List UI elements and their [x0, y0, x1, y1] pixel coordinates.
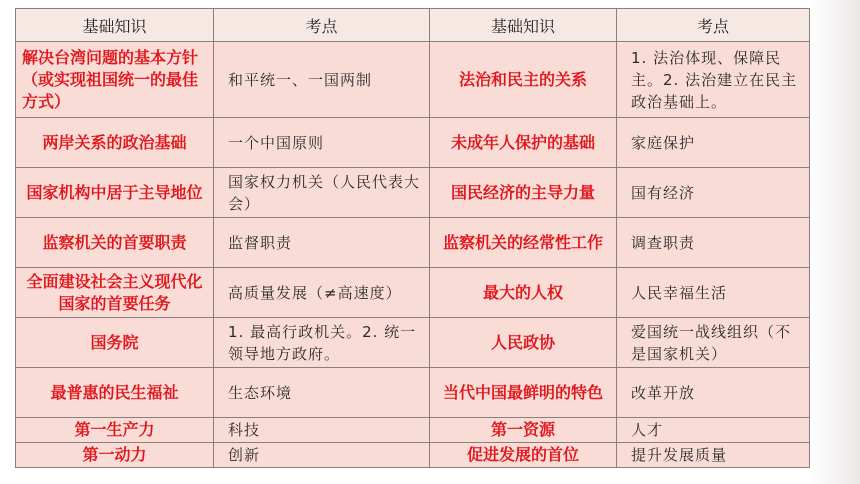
exam-point-cell: 国有经济: [617, 168, 810, 218]
basic-knowledge-cell: 当代中国最鲜明的特色: [430, 368, 617, 418]
knowledge-table: [15, 8, 810, 468]
table-row: [16, 42, 810, 118]
exam-point-cell: 人民幸福生活: [617, 268, 810, 318]
basic-knowledge-cell: 监察机关的经常性工作: [430, 218, 617, 268]
table-row: [16, 268, 810, 318]
basic-knowledge-cell: 两岸关系的政治基础: [16, 118, 214, 168]
header-cell: 考点: [214, 9, 430, 42]
header-cell: 考点: [617, 9, 810, 42]
basic-knowledge-cell: 监察机关的首要职责: [16, 218, 214, 268]
basic-knowledge-cell: 未成年人保护的基础: [430, 118, 617, 168]
basic-knowledge-cell: 全面建设社会主义现代化国家的首要任务: [16, 268, 214, 318]
basic-knowledge-cell: 国民经济的主导力量: [430, 168, 617, 218]
exam-point-cell: 提升发展质量: [617, 443, 810, 468]
exam-point-cell: 生态环境: [214, 368, 430, 418]
basic-knowledge-cell: 国务院: [16, 318, 214, 368]
basic-knowledge-cell: 最普惠的民生福祉: [16, 368, 214, 418]
basic-knowledge-cell: 第一资源: [430, 418, 617, 443]
basic-knowledge-cell: 法治和民主的关系: [430, 42, 617, 118]
basic-knowledge-cell: 第一生产力: [16, 418, 214, 443]
table-header-row: [16, 9, 810, 42]
basic-knowledge-cell: 促进发展的首位: [430, 443, 617, 468]
exam-point-cell: 高质量发展（≠高速度）: [214, 268, 430, 318]
exam-point-cell: 1. 法治体现、保障民主。2. 法治建立在民主政治基础上。: [617, 42, 810, 118]
header-cell: 基础知识: [430, 9, 617, 42]
header-cell: 基础知识: [16, 9, 214, 42]
table-row: [16, 218, 810, 268]
basic-knowledge-cell: 解决台湾问题的基本方针（或实现祖国统一的最佳方式）: [16, 42, 214, 118]
basic-knowledge-cell: 第一动力: [16, 443, 214, 468]
table-row: [16, 443, 810, 468]
table-row: [16, 318, 810, 368]
basic-knowledge-cell: 人民政协: [430, 318, 617, 368]
exam-point-cell: 爱国统一战线组织（不是国家机关）: [617, 318, 810, 368]
exam-point-cell: 改革开放: [617, 368, 810, 418]
exam-point-cell: 家庭保护: [617, 118, 810, 168]
exam-point-cell: 1. 最高行政机关。2. 统一领导地方政府。: [214, 318, 430, 368]
table-row: [16, 368, 810, 418]
table-row: [16, 418, 810, 443]
basic-knowledge-cell: 国家机构中居于主导地位: [16, 168, 214, 218]
exam-point-cell: 创新: [214, 443, 430, 468]
table-row: [16, 168, 810, 218]
exam-point-cell: 监督职责: [214, 218, 430, 268]
basic-knowledge-cell: 最大的人权: [430, 268, 617, 318]
exam-point-cell: 科技: [214, 418, 430, 443]
decorative-side-band: [810, 0, 860, 484]
exam-point-cell: 调查职责: [617, 218, 810, 268]
table-row: [16, 118, 810, 168]
exam-point-cell: 国家权力机关（人民代表大会）: [214, 168, 430, 218]
exam-point-cell: 和平统一、一国两制: [214, 42, 430, 118]
exam-point-cell: 人才: [617, 418, 810, 443]
exam-point-cell: 一个中国原则: [214, 118, 430, 168]
